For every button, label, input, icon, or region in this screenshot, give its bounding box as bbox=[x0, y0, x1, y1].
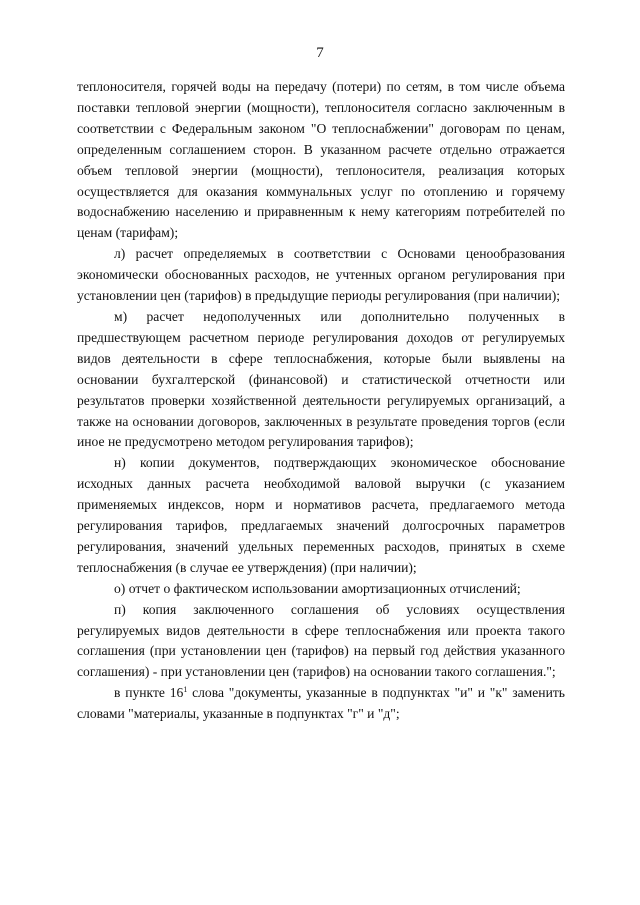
paragraph-item-m: м) расчет недополученных или дополнительно полученных в предшествующем расчетном периоде регулирования доходов от регулируемых видов деятельности в сфере теплоснабжения, которые были выявлены на основании бухгалтерской (финансовой) и статистической отчетности или результатов проверки хозяйственной деятельности регулируемых организаций, а также на основании договоров, заключенных в результате проведения торгов (если иное не предусмотрено методом регулирования тарифов); bbox=[77, 308, 565, 450]
paragraph-continuation: теплоносителя, горячей воды на передачу (потери) по сетям, в том числе объема поставки тепловой энергии (мощности), теплоносителя согласно заключенным в соответствии с Федеральным законом "О теплоснабжении" договорам по ценам, определенным соглашением сторон. В указанном расчете отдельно отражается объем тепловой энергии (мощности), теплоносителя, реализация которых осуществляется для оказания коммунальных услуг по отоплению и горячему водоснабжению населению и приравненным к нему категориям потребителей по ценам (тарифам); bbox=[77, 79, 565, 241]
page-number: 7 bbox=[316, 45, 324, 61]
amendment-text-end: слова "документы, указанные в подпунктах "и" и "к" заменить словами "материалы, указанные в подпунктах "г" и "д"; bbox=[77, 685, 565, 722]
paragraph-item-o: о) отчет о фактическом использовании амортизационных отчислений; bbox=[114, 580, 521, 596]
superscript-index: 1 bbox=[183, 685, 188, 695]
paragraph-item-n: н) копии документов, подтверждающих экономическое обоснование исходных данных расчета необходимой валовой выручки (с указанием применяемых индексов, норм и нормативов расчета, предлагаемого метода регулирования тарифов, предлагаемых значений долгосрочных параметров регулирования, значений удельных переменных расходов, принятых в схеме теплоснабжения (в случае ее утверждения) (при наличии); bbox=[77, 455, 565, 575]
paragraph-item-l: л) расчет определяемых в соответствии с Основами ценообразования экономически обоснованных расходов, не учтенных органом регулирования при установлении цен (тарифов) в предыдущие периоды регулирования (при наличии); bbox=[77, 246, 565, 304]
document-body bbox=[77, 77, 565, 725]
paragraph-amendment-16-1 bbox=[77, 683, 565, 725]
paragraph-item-p: п) копия заключенного соглашения об условиях осуществления регулируемых видов деятельности в сфере теплоснабжения или проекта такого соглашения (при установлении цен (тарифов) на первый год действия указанного соглашения) - при установлении цен (тарифов) на основании такого соглашения."; bbox=[77, 601, 565, 680]
amendment-text-start: в пункте 16 bbox=[114, 685, 184, 701]
